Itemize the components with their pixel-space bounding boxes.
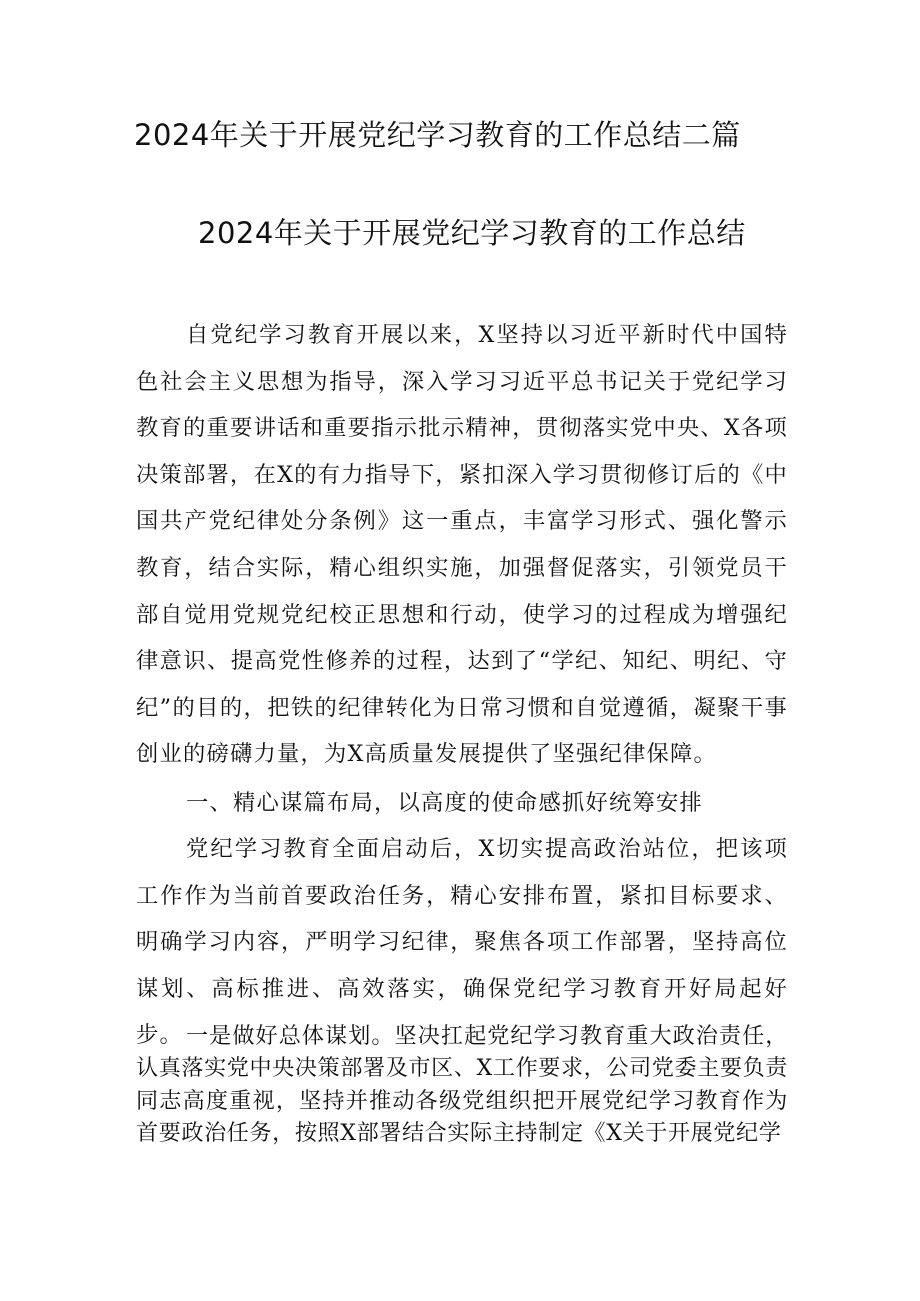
section-1-item-1-paragraph: 一是做好总体谋划。坚决扛起党纪学习教育重大政治责任，认真落实党中央决策部署及市区、X工作要求，公司党委主要负责同志高度重视，坚持并推动各级党组织把开展党纪学习教育作为首要政治任务，按照X部署结合实际主持制定《X关于开展党纪学 [136, 1023, 788, 1147]
document-subtitle: 2024年关于开展党纪学习教育的工作总结 [198, 216, 746, 250]
document-title: 2024年关于开展党纪学习教育的工作总结二篇 [134, 118, 741, 152]
section-1-paragraph: 党纪学习教育全面启动后，X切实提高政治站位，把该项工作作为当前首要政治任务，精心安排布置，紧扣目标要求、明确学习内容，严明学习纪律，聚焦各项工作部署，坚持高位谋划、高标推进、高效落实，确保党纪学习教育开好局起好步。 [136, 836, 788, 1049]
intro-paragraph: 自党纪学习教育开展以来，X坚持以习近平新时代中国特色社会主义思想为指导，深入学习习近平总书记关于党纪学习教育的重要讲话和重要指示批示精神，贯彻落实党中央、X各项决策部署，在X的有力指导下，紧扣深入学习贯彻修订后的《中国共产党纪律处分条例》这一重点，丰富学习形式、强化警示教育，结合实际，精心组织实施，加强督促落实，引领党员干部自觉用党规党纪校正思想和行动，使学习的过程成为增强纪律意识、提高党性修养的过程，达到了“学纪、知纪、明纪、守纪”的目的，把铁的纪律转化为日常习惯和自觉遵循，凝聚干事创业的磅礴力量，为X高质量发展提供了坚强纪律保障。 [136, 322, 788, 768]
section-heading-1: 一、精心谋篇布局，以高度的使命感抓好统筹安排 [186, 790, 703, 816]
